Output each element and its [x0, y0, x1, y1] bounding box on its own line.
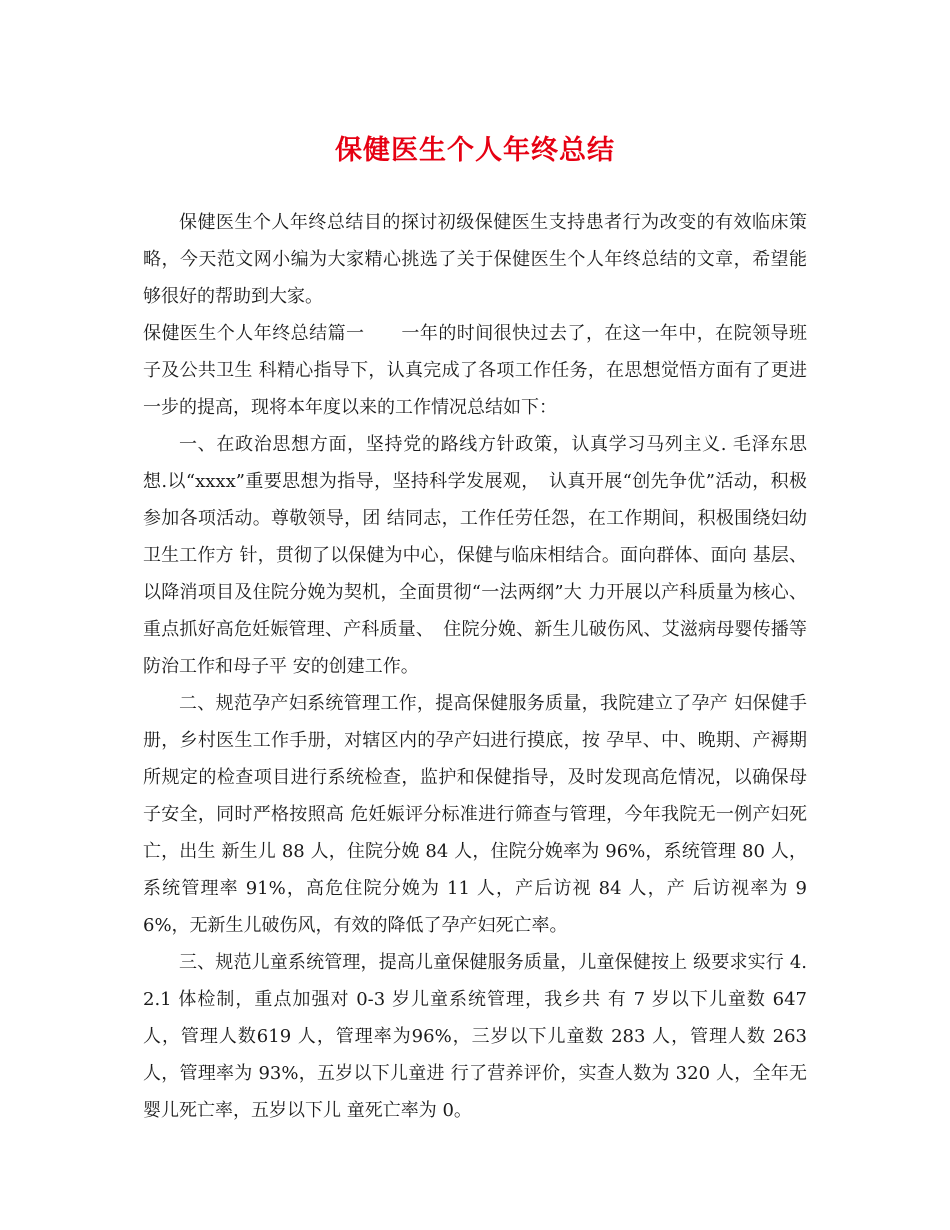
document-title: 保健医生个人年终总结 — [335, 135, 615, 166]
paragraph-maternal-management: 二、规范孕产妇系统管理工作，提高保健服务质量，我院建立了孕产 妇保健手册，乡村医生工作手册，对辖区内的孕产妇进行摸底，按 孕早、中、晚期、产褥期所规定的检查项目进行系统检查，监护和保健指导，及时发现高危情况，以确保母子安全，同时严格按照高 危妊娠评分标准进行筛查与管理，今年我院无一例产妇死亡，出生 新生儿 88 人，住院分娩 84 人，住院分娩率为 96%，系统管理 80 人，系统管理率 91%，高危住院分娩为 11 人，产后访视 84 人，产 后访视率为 96%，无新生儿破伤风，有效的降低了孕产妇死亡率。 — [143, 693, 807, 936]
paragraph-section-one-opening: 保健医生个人年终总结篇一 一年的时间很快过去了，在这一年中，在院领导班子及公共卫生 科精心指导下，认真完成了各项工作任务，在思想觉悟方面有了更进 一步的提高，现将本年度以来的工作情况总结如下： — [143, 323, 807, 418]
document-body — [143, 204, 807, 1129]
paragraph-child-management: 三、规范儿童系统管理，提高儿童保健服务质量，儿童保健按上 级要求实行 4.2.1 体检制，重点加强对 0-3 岁儿童系统管理，我乡共 有 7 岁以下儿童数 647 人，管理人数619 人，管理率为96%，三岁以下儿童数 283 人，管理人数 263 人，管理率为 93%，五岁以下儿童进 行了营养评价，实查人数为 320 人，全年无婴儿死亡率，五岁以下儿 童死亡率为 0。 — [143, 952, 807, 1121]
paragraph-political-thought: 一、在政治思想方面，坚持党的路线方针政策，认真学习马列主义. 毛泽东思想.以“xxxx”重要思想为指导，坚持科学发展观， 认真开展“创先争优”活动，积极参加各项活动。尊敬领导，团 结同志，工作任劳任怨，在工作期间，积极围绕妇幼卫生工作方 针，贯彻了以保健为中心，保健与临床相结合。面向群体、面向 基层、以降消项目及住院分娩为契机，全面贯彻“一法两纲”大 力开展以产科质量为核心、重点抓好高危妊娠管理、产科质量、 住院分娩、新生儿破伤风、艾滋病母婴传播等防治工作和母子平 安的创建工作。 — [143, 434, 807, 677]
paragraph-intro: 保健医生个人年终总结目的探讨初级保健医生支持患者行为改变的有效临床策略，今天范文网小编为大家精心挑选了关于保健医生个人年终总结的文章，希望能够很好的帮助到大家。 — [143, 212, 807, 307]
